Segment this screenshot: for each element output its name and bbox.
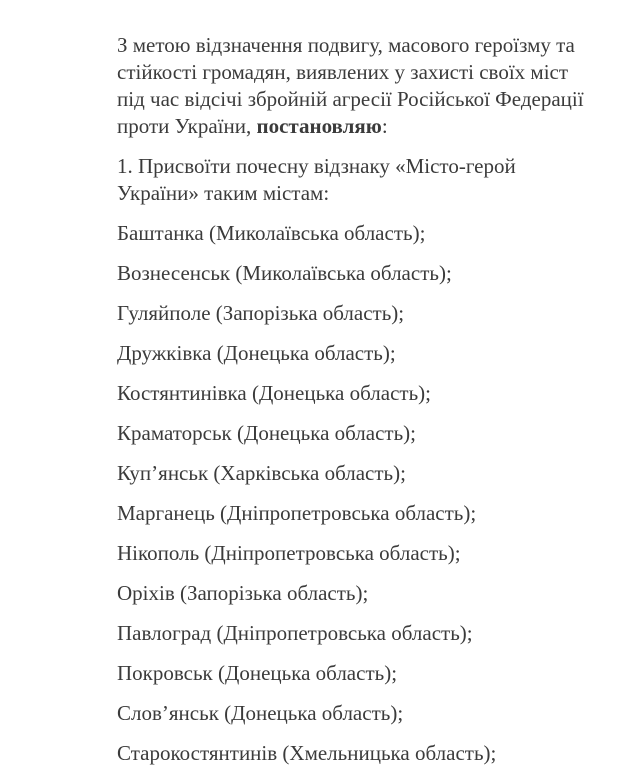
decree-document: [117, 32, 623, 780]
city-list-item: Покровськ (Донецька область);: [117, 661, 398, 685]
city-list-item: Павлоград (Дніпропетровська область);: [117, 621, 473, 645]
preamble-line-4: [117, 114, 388, 138]
preamble-line-2: стійкості громадян, виявлених у захисті своїх міст: [117, 60, 569, 84]
preamble-line-3: під час відсічі збройній агресії Російської Федерації: [117, 87, 584, 111]
city-list-item: Нікополь (Дніпропетровська область);: [117, 541, 461, 565]
decree-preamble: [117, 32, 623, 140]
article-1-line-1: 1. Присвоїти почесну відзнаку «Місто-герой: [117, 154, 516, 178]
city-list-item: Старокостянтинів (Хмельницька область);: [117, 741, 497, 765]
city-list-item: Костянтинівка (Донецька область);: [117, 381, 431, 405]
preamble-line-1: З метою відзначення подвигу, масового героїзму та: [117, 33, 575, 57]
city-list-item: Оріхів (Запорізька область);: [117, 581, 369, 605]
city-list-item: Вознесенськ (Миколаївська область);: [117, 261, 452, 285]
city-list-item: Баштанка (Миколаївська область);: [117, 221, 426, 245]
preamble-line-4-suffix: :: [381, 114, 388, 138]
decree-article-1: [117, 153, 623, 207]
city-list-item: Краматорськ (Донецька область);: [117, 421, 417, 445]
preamble-line-4-prefix: проти України,: [117, 114, 257, 138]
city-list-item: Куп’янськ (Харківська область);: [117, 461, 406, 485]
city-list-item: Дружківка (Донецька область);: [117, 341, 396, 365]
decree-verb-bold: постановляю: [256, 114, 382, 138]
city-list-item: Гуляйполе (Запорізька область);: [117, 301, 405, 325]
city-list-item: Марганець (Дніпропетровська область);: [117, 501, 477, 525]
article-1-line-2: України» таким містам:: [117, 181, 330, 205]
city-list-item: Слов’янськ (Донецька область);: [117, 701, 404, 725]
